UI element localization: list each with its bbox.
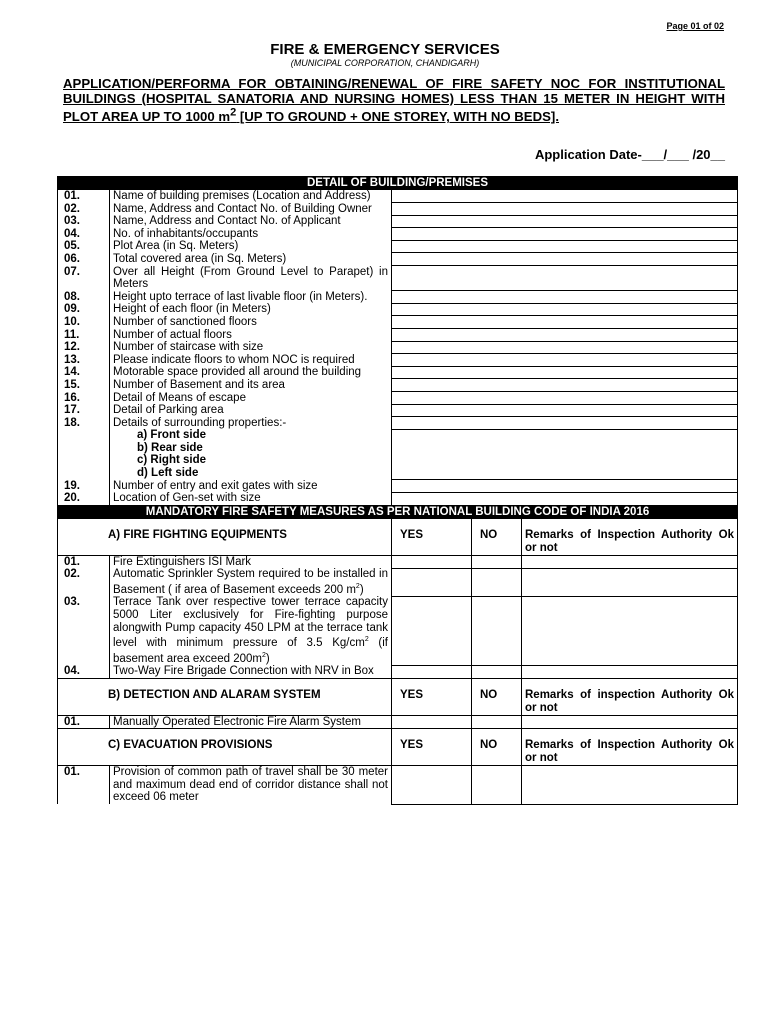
table-row <box>58 404 738 417</box>
remarks-column-header: Remarks of Inspection Authority Ok or not <box>522 518 738 555</box>
answer-field[interactable] <box>392 379 738 392</box>
answer-field[interactable] <box>392 266 738 291</box>
building-details-header: DETAIL OF BUILDING/PREMISES <box>58 177 738 190</box>
item-number: 12. <box>58 341 110 354</box>
item-description: Motorable space provided all around the building <box>110 366 392 379</box>
item-description: Number of entry and exit gates with size <box>110 480 392 493</box>
answer-field[interactable] <box>392 392 738 405</box>
item-description: Manually Operated Electronic Fire Alarm System <box>110 715 392 729</box>
remarks-column-header: Remarks of inspection Authority Ok or not <box>522 678 738 715</box>
table-row <box>58 417 738 430</box>
item-number: 04. <box>58 665 110 678</box>
answer-field[interactable] <box>392 404 738 417</box>
org-title: FIRE & EMERGENCY SERVICES <box>270 41 500 58</box>
answer-field[interactable] <box>392 303 738 316</box>
table-row <box>58 303 738 316</box>
section-header <box>58 518 738 555</box>
item-description: Detail of Means of escape <box>110 392 392 405</box>
item-description: Automatic Sprinkler System required to be installed in Basement ( if area of Basement exceeds 200 $m^2$) <box>110 568 392 596</box>
item-description: Provision of common path of travel shall be 30 meter and maximum dead end of corridor distance shall not exceed 06 meter <box>110 766 392 804</box>
item-description: Fire Extinguishers ISI Mark <box>110 555 392 568</box>
yes-field[interactable] <box>392 715 472 729</box>
answer-field[interactable] <box>392 240 738 253</box>
yes-field[interactable] <box>392 766 472 804</box>
table-row <box>58 341 738 354</box>
no-field[interactable] <box>472 596 522 665</box>
table-row <box>58 568 738 596</box>
answer-field[interactable] <box>392 316 738 329</box>
item-description: Name, Address and Contact No. of Applicant <box>110 215 392 228</box>
item-description: Location of Gen-set with size <box>110 492 392 505</box>
section-title: B) DETECTION AND ALARAM SYSTEM <box>108 688 321 701</box>
table-row <box>58 354 738 367</box>
yes-field[interactable] <box>392 665 472 678</box>
item-number: 19. <box>58 480 110 493</box>
item-number: 16. <box>58 392 110 405</box>
yes-field[interactable] <box>392 568 472 596</box>
answer-field[interactable] <box>392 291 738 304</box>
answer-field[interactable] <box>392 329 738 342</box>
table-row <box>58 291 738 304</box>
item-number: 20. <box>58 492 110 505</box>
item-number: 01. <box>58 766 110 804</box>
surrounding-item: a) Front side <box>137 429 207 442</box>
item-description: Number of actual floors <box>110 329 392 342</box>
surrounding-item: d) Left side <box>137 467 199 480</box>
table-row <box>58 492 738 505</box>
table-row <box>58 266 738 291</box>
item-description: Plot Area (in Sq. Meters) <box>110 240 392 253</box>
item-number: 04. <box>58 228 110 241</box>
item-number: 01. <box>58 555 110 568</box>
yes-column-header: YES <box>392 518 472 555</box>
item-number: 08. <box>58 291 110 304</box>
item-number: 11. <box>58 329 110 342</box>
org-subtitle: (MUNICIPAL CORPORATION, CHANDIGARH) <box>290 58 480 68</box>
answer-field[interactable] <box>392 354 738 367</box>
item-description: Number of Basement and its area <box>110 379 392 392</box>
no-field[interactable] <box>472 568 522 596</box>
item-description: Name, Address and Contact No. of Building Owner <box>110 203 392 216</box>
item-number: 02. <box>58 203 110 216</box>
yes-column-header: YES <box>392 729 472 766</box>
item-number: 06. <box>58 253 110 266</box>
item-description: Height of each floor (in Meters) <box>110 303 392 316</box>
item-number: 03. <box>58 596 110 665</box>
table-row <box>58 665 738 678</box>
item-number: 17. <box>58 404 110 417</box>
item-description: Please indicate floors to whom NOC is required <box>110 354 392 367</box>
remarks-field[interactable] <box>522 665 738 678</box>
no-column-header: NO <box>472 518 522 555</box>
item-description: Detail of Parking area <box>110 404 392 417</box>
answer-field[interactable] <box>392 366 738 379</box>
table-row <box>58 329 738 342</box>
remarks-field[interactable] <box>522 766 738 804</box>
answer-field[interactable] <box>392 228 738 241</box>
table-row <box>58 766 738 804</box>
item-description: Over all Height (From Ground Level to Parapet) in Meters <box>110 266 392 291</box>
item-number: 15. <box>58 379 110 392</box>
table-row <box>58 555 738 568</box>
no-column-header: NO <box>472 678 522 715</box>
table-row <box>58 480 738 493</box>
item-description: Terrace Tank over respective tower terrace capacity 5000 Liter exclusively for Fire-fighting purpose alongwith Pump capacity 450 LPM at the terrace tank level with minimum pressure of 3.5 $Kg/cm^2$ (if basement area exceed $200m^2$) <box>110 596 392 665</box>
remarks-field[interactable] <box>522 596 738 665</box>
yes-field[interactable] <box>392 555 472 568</box>
surrounding-item: b) Rear side <box>137 441 203 454</box>
section-header <box>58 729 738 766</box>
item-number: 14. <box>58 366 110 379</box>
item-number: 07. <box>58 266 110 291</box>
item-number-blank <box>58 429 110 479</box>
table-row <box>58 215 738 228</box>
item-description: No. of inhabitants/occupants <box>110 228 392 241</box>
item-description: Number of staircase with size <box>110 341 392 354</box>
answer-field[interactable] <box>392 190 738 203</box>
application-date: Application Date-___/___ /20__ <box>534 147 725 162</box>
answer-field[interactable] <box>392 203 738 216</box>
no-field[interactable] <box>472 715 522 729</box>
item-description: Two-Way Fire Brigade Connection with NRV in Box <box>110 665 392 678</box>
section-title: A) FIRE FIGHTING EQUIPMENTS <box>108 528 287 541</box>
surroundings-list <box>110 429 392 479</box>
item-number: 01. <box>58 715 110 729</box>
item-number: 13. <box>58 354 110 367</box>
answer-field[interactable] <box>392 341 738 354</box>
section-header <box>58 678 738 715</box>
item-number: 10. <box>58 316 110 329</box>
remarks-field[interactable] <box>522 555 738 568</box>
item-description: Total covered area (in Sq. Meters) <box>110 253 392 266</box>
item-description: Details of surrounding properties:- <box>110 417 392 430</box>
answer-field[interactable] <box>392 480 738 493</box>
table-row <box>58 203 738 216</box>
table-row <box>58 240 738 253</box>
table-row <box>58 316 738 329</box>
table-row <box>58 392 738 405</box>
noc-form-table <box>57 176 738 805</box>
table-row <box>58 379 738 392</box>
item-number: 01. <box>58 190 110 203</box>
answer-field[interactable] <box>392 215 738 228</box>
item-number: 18. <box>58 417 110 430</box>
no-column-header: NO <box>472 729 522 766</box>
table-row <box>58 228 738 241</box>
section-title: C) EVACUATION PROVISIONS <box>108 739 273 752</box>
item-description: Number of sanctioned floors <box>110 316 392 329</box>
answer-field[interactable] <box>392 429 738 479</box>
item-number: 05. <box>58 240 110 253</box>
table-row <box>58 429 738 479</box>
table-row <box>58 190 738 203</box>
remarks-field[interactable] <box>522 568 738 596</box>
answer-field[interactable] <box>392 417 738 430</box>
surrounding-item: c) Right side <box>137 454 207 467</box>
remarks-field[interactable] <box>522 715 738 729</box>
no-field[interactable] <box>472 665 522 678</box>
item-description: Name of building premises (Location and Address) <box>110 190 392 203</box>
table-row <box>58 366 738 379</box>
no-field[interactable] <box>472 766 522 804</box>
application-title: APPLICATION/PERFORMA FOR OBTAINING/RENEWAL OF FIRE SAFETY NOC FOR INSTITUTIONAL BUILDINGS (HOSPITAL SANATORIA AND NURSING HOMES) LESS THAN 15 METER IN HEIGHT WITH PLOT AREA UP TO 1000 $m^2$ [UP TO GROUND + ONE STOREY, WITH NO BEDS]. <box>63 76 725 125</box>
item-number: 09. <box>58 303 110 316</box>
yes-column-header: YES <box>392 678 472 715</box>
page-number: Page 01 of 02 <box>666 21 724 31</box>
yes-field[interactable] <box>392 596 472 665</box>
item-number: 03. <box>58 215 110 228</box>
item-number: 02. <box>58 568 110 596</box>
item-description: Height upto terrace of last livable floor (in Meters). <box>110 291 392 304</box>
table-row <box>58 596 738 665</box>
remarks-column-header: Remarks of Inspection Authority Ok or not <box>522 729 738 766</box>
answer-field[interactable] <box>392 492 738 505</box>
no-field[interactable] <box>472 555 522 568</box>
table-row <box>58 253 738 266</box>
table-row <box>58 715 738 729</box>
answer-field[interactable] <box>392 253 738 266</box>
mandatory-measures-header: MANDATORY FIRE SAFETY MEASURES AS PER NATIONAL BUILDING CODE OF INDIA 2016 <box>58 505 738 518</box>
